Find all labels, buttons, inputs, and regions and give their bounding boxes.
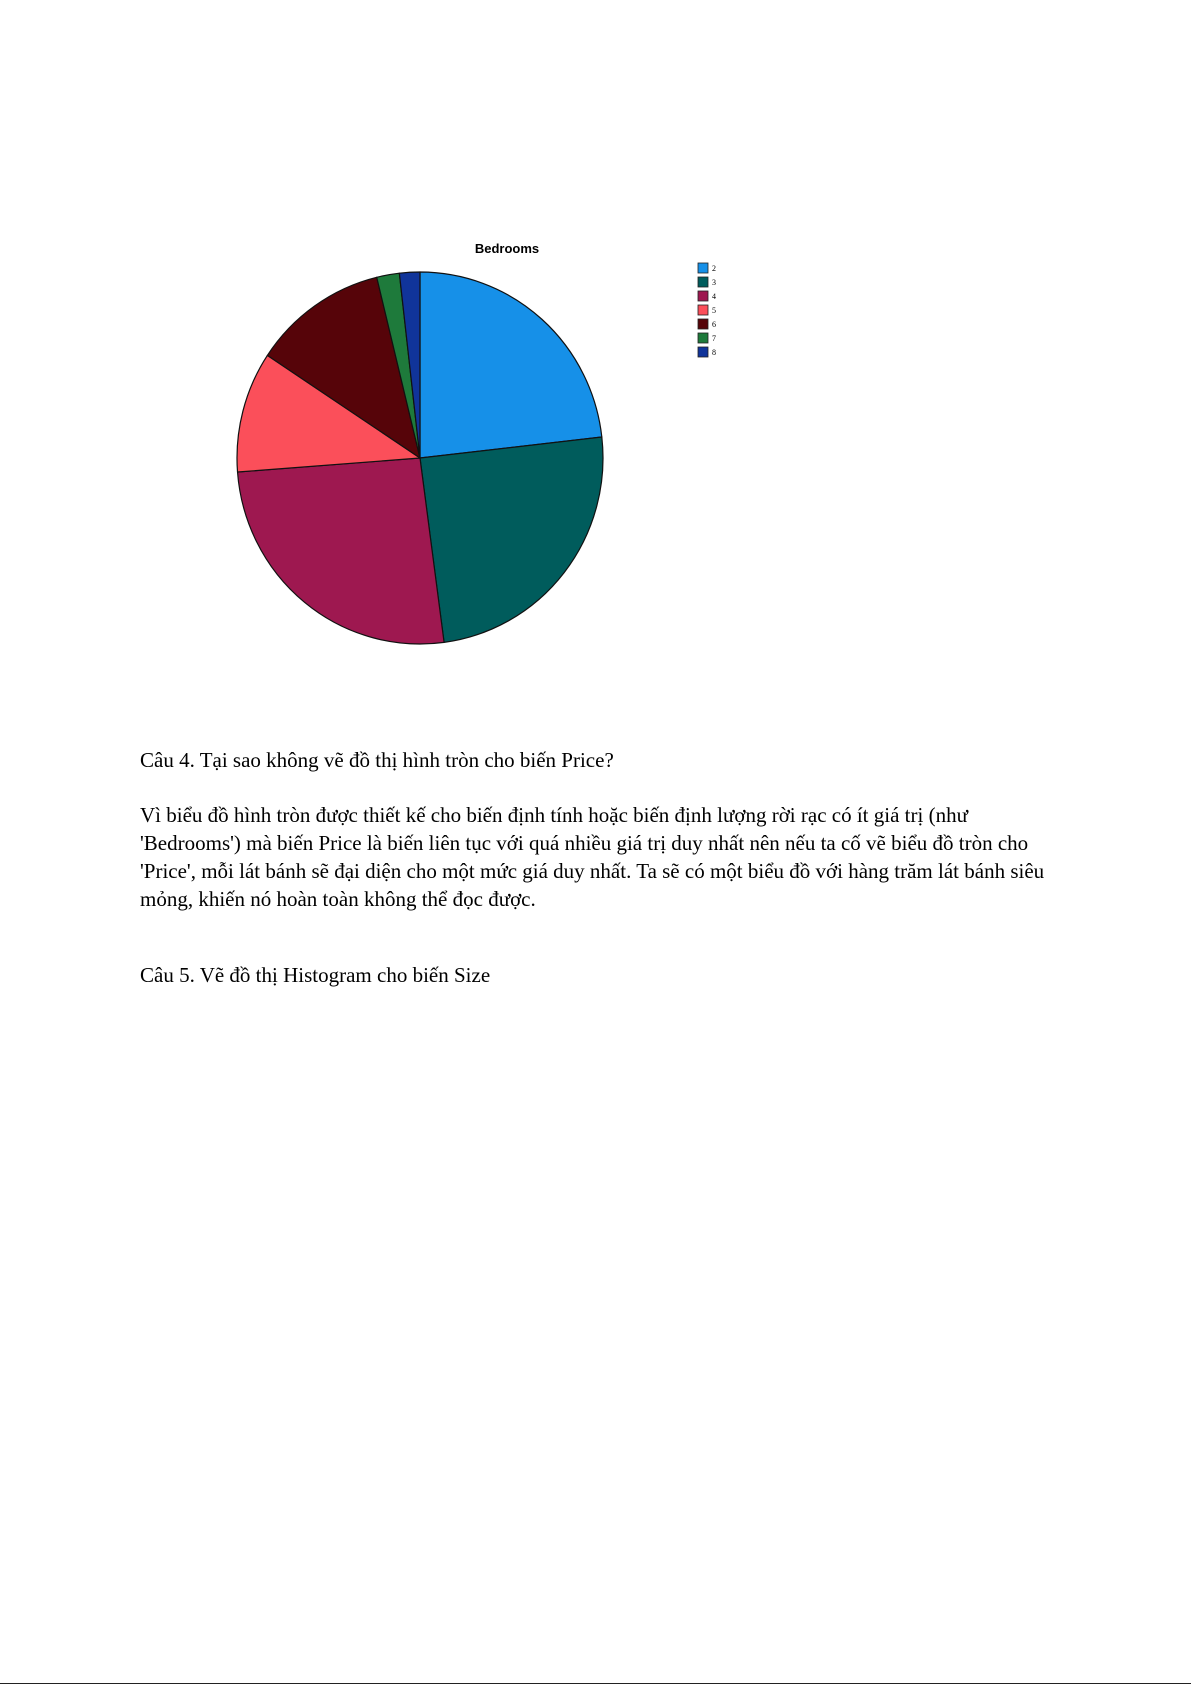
legend-label-7: 7 [712, 334, 716, 343]
legend-label-4: 4 [712, 292, 716, 301]
pie-chart-figure [200, 230, 760, 670]
page-bottom-rule [0, 1683, 1191, 1684]
legend-swatch-8 [698, 347, 708, 357]
pie-slices [237, 272, 603, 644]
legend-swatch-4 [698, 291, 708, 301]
legend-label-8: 8 [712, 348, 716, 357]
legend-swatch-6 [698, 319, 708, 329]
pie-slice-4 [238, 458, 445, 644]
question-5-heading: Câu 5. Vẽ đồ thị Histogram cho biến Size [140, 963, 491, 987]
legend [698, 263, 716, 357]
pie-chart [200, 230, 760, 670]
legend-label-6: 6 [712, 320, 716, 329]
legend-label-5: 5 [712, 306, 716, 315]
question-4-heading: Câu 4. Tại sao không vẽ đồ thị hình tròn cho biến Price? [140, 748, 614, 772]
pie-slice-3 [420, 437, 603, 642]
legend-swatch-2 [698, 263, 708, 273]
question-4-answer: Vì biểu đồ hình tròn được thiết kế cho biến định tính hoặc biến định lượng rời rạc có ít giá trị (như 'Bedrooms') mà biến Price là biến liên tục với quá nhiều giá trị duy nhất nên nếu ta cố vẽ biểu đồ tròn cho 'Price', mỗi lát bánh sẽ đại diện cho một mức giá duy nhất. Ta sẽ có một biểu đồ với hàng trăm lát bánh siêu mỏng, khiến nó hoàn toàn không thể đọc được. [140, 803, 1045, 911]
legend-label-2: 2 [712, 264, 716, 273]
legend-swatch-5 [698, 305, 708, 315]
legend-label-3: 3 [712, 278, 716, 287]
chart-title: Bedrooms [474, 241, 540, 256]
pie-slice-2 [420, 272, 602, 458]
legend-swatch-3 [698, 277, 708, 287]
legend-swatch-7 [698, 333, 708, 343]
